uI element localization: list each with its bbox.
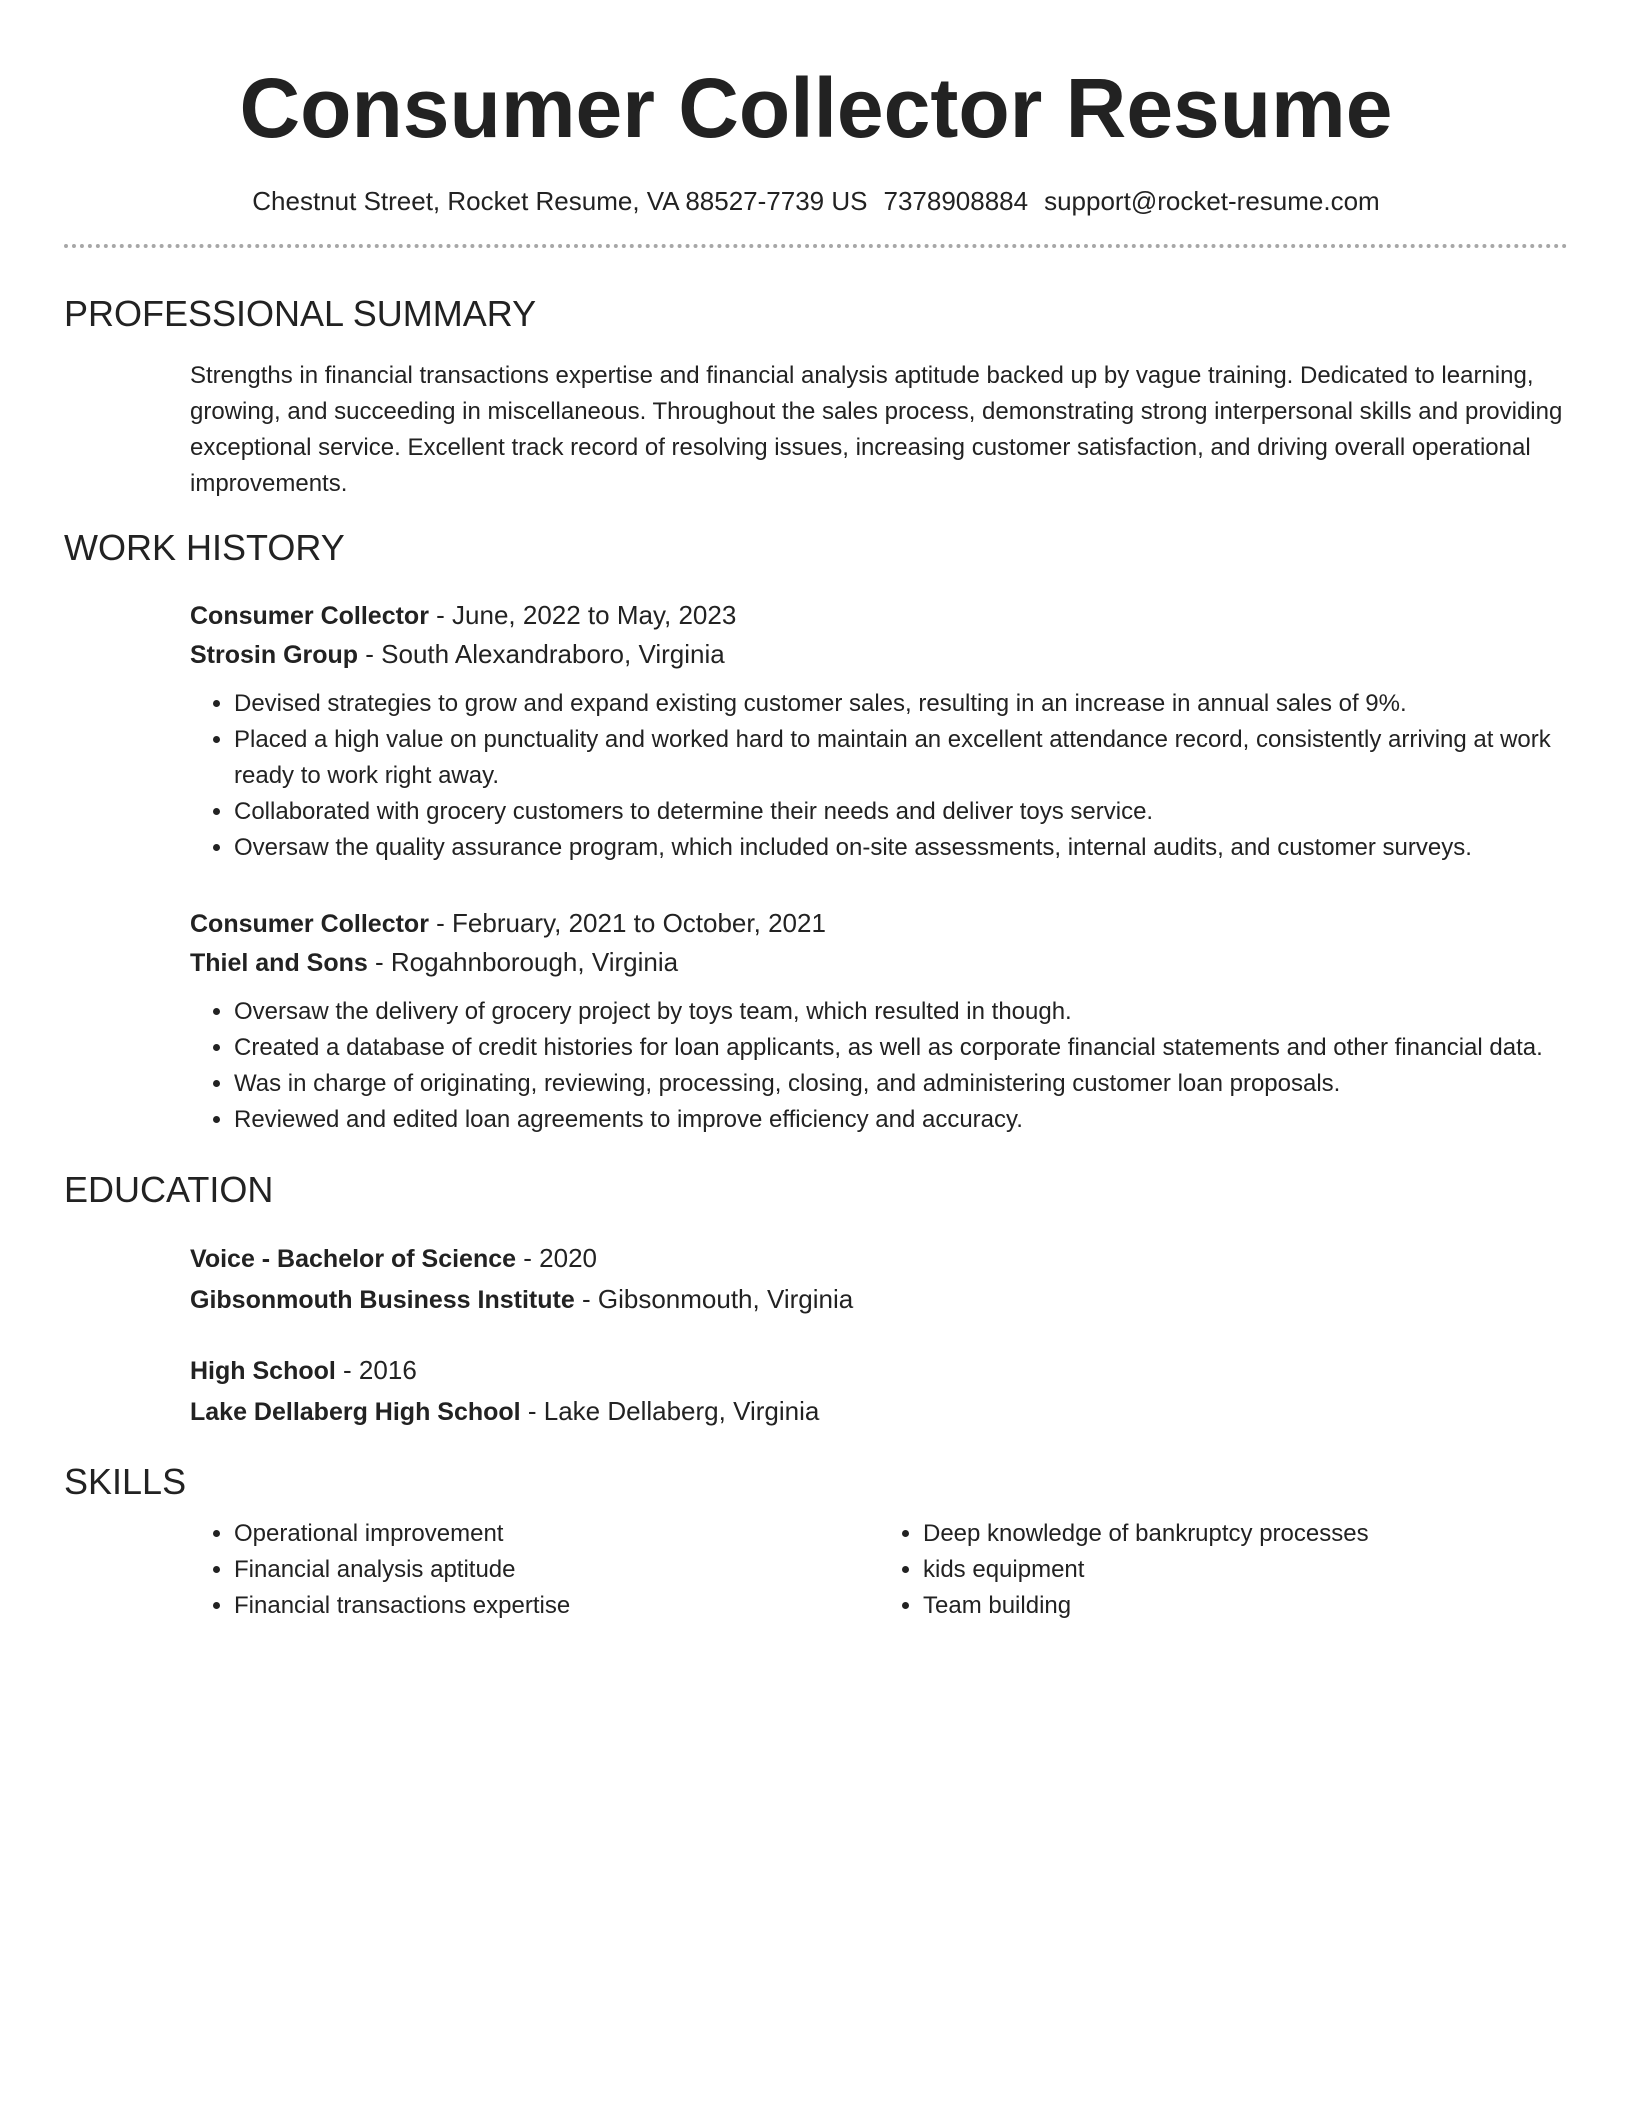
job-bullet: • Oversaw the delivery of grocery project by toys team, which resulted in though.: [234, 994, 1568, 1030]
education-heading: EDUCATION: [64, 1169, 274, 1210]
job-bullet: • Created a database of credit histories for loan applicants, as well as corporate financial statements and other financial data.: [234, 1030, 1568, 1066]
skill-item: • Financial analysis aptitude: [234, 1552, 879, 1588]
education-school-line: [190, 1391, 1568, 1432]
job-bullet: • Reviewed and edited loan agreements to improve efficiency and accuracy.: [234, 1102, 1568, 1138]
job-dates: - February, 2021 to October, 2021: [428, 908, 826, 938]
resume-page: [64, 0, 1568, 1624]
job-bullet: • Placed a high value on punctuality and worked hard to maintain an excellent attendance record, consistently arriving at work ready to work right away.: [234, 722, 1568, 794]
resume-title: Consumer Collector Resume: [239, 61, 1393, 155]
job-location: - South Alexandraboro, Virginia: [358, 639, 725, 669]
job-role-line: [190, 904, 1568, 943]
job-company-line: [190, 635, 1568, 674]
job-role: Consumer Collector: [190, 602, 429, 630]
skills-column-right: [879, 1516, 1568, 1624]
skill-item: • kids equipment: [923, 1552, 1568, 1588]
skills-column-left: [190, 1516, 879, 1624]
skills-heading: SKILLS: [64, 1461, 187, 1502]
education-degree: High School: [190, 1357, 336, 1385]
header-divider: [64, 244, 1568, 248]
work-history-heading: WORK HISTORY: [64, 527, 345, 568]
job-company-line: [190, 943, 1568, 982]
job-bullets: [190, 686, 1568, 866]
job-bullet: • Was in charge of originating, reviewing, processing, closing, and administering customer loan proposals.: [234, 1066, 1568, 1102]
contact-email: support@rocket-resume.com: [1044, 186, 1380, 216]
job-bullet: • Oversaw the quality assurance program, which included on-site assessments, internal audits, and customer surveys.: [234, 830, 1568, 866]
education-degree-line: [190, 1238, 1568, 1279]
education-year: - 2020: [516, 1243, 597, 1273]
job-role-line: [190, 596, 1568, 635]
job-company: Strosin Group: [190, 641, 359, 669]
education-location: - Lake Dellaberg, Virginia: [520, 1396, 820, 1426]
summary-heading: PROFESSIONAL SUMMARY: [64, 293, 537, 334]
job-bullet: • Devised strategies to grow and expand existing customer sales, resulting in an increase in annual sales of 9%.: [234, 686, 1568, 722]
education-school-line: [190, 1279, 1568, 1320]
skill-item: • Team building: [923, 1588, 1568, 1624]
education-entry: [190, 1350, 1568, 1432]
job-bullet: • Collaborated with grocery customers to determine their needs and deliver toys service.: [234, 794, 1568, 830]
summary-text: Strengths in financial transactions expertise and financial analysis aptitude backed up by vague training. Dedicated to learning, growing, and succeeding in miscellaneous. Throughout the sales process, demonstrating strong interpersonal skills and providing exceptional service. Excellent track record of resolving issues, increasing customer satisfaction, and driving overall operational improvements.: [190, 362, 1563, 497]
skill-item: • Deep knowledge of bankruptcy processes: [923, 1516, 1568, 1552]
skill-item: • Financial transactions expertise: [234, 1588, 879, 1624]
job-location: - Rogahnborough, Virginia: [367, 947, 679, 977]
contact-address: Chestnut Street, Rocket Resume, VA 88527-7739 US: [252, 186, 868, 216]
skill-item: • Operational improvement: [234, 1516, 879, 1552]
job-entry: [190, 904, 1568, 1138]
skills-grid: [190, 1516, 1568, 1624]
education-degree: Voice - Bachelor of Science: [190, 1245, 517, 1273]
education-location: - Gibsonmouth, Virginia: [574, 1284, 854, 1314]
job-role: Consumer Collector: [190, 910, 429, 938]
contact-line: [64, 184, 1568, 218]
education-entry: [190, 1238, 1568, 1320]
education-school: Lake Dellaberg High School: [190, 1398, 521, 1426]
job-company: Thiel and Sons: [190, 949, 368, 977]
job-bullets: [190, 994, 1568, 1138]
contact-phone: 7378908884: [883, 186, 1029, 216]
job-entry: [190, 596, 1568, 866]
education-degree-line: [190, 1350, 1568, 1391]
education-year: - 2016: [335, 1355, 417, 1385]
education-school: Gibsonmouth Business Institute: [190, 1286, 575, 1314]
job-dates: - June, 2022 to May, 2023: [428, 600, 737, 630]
